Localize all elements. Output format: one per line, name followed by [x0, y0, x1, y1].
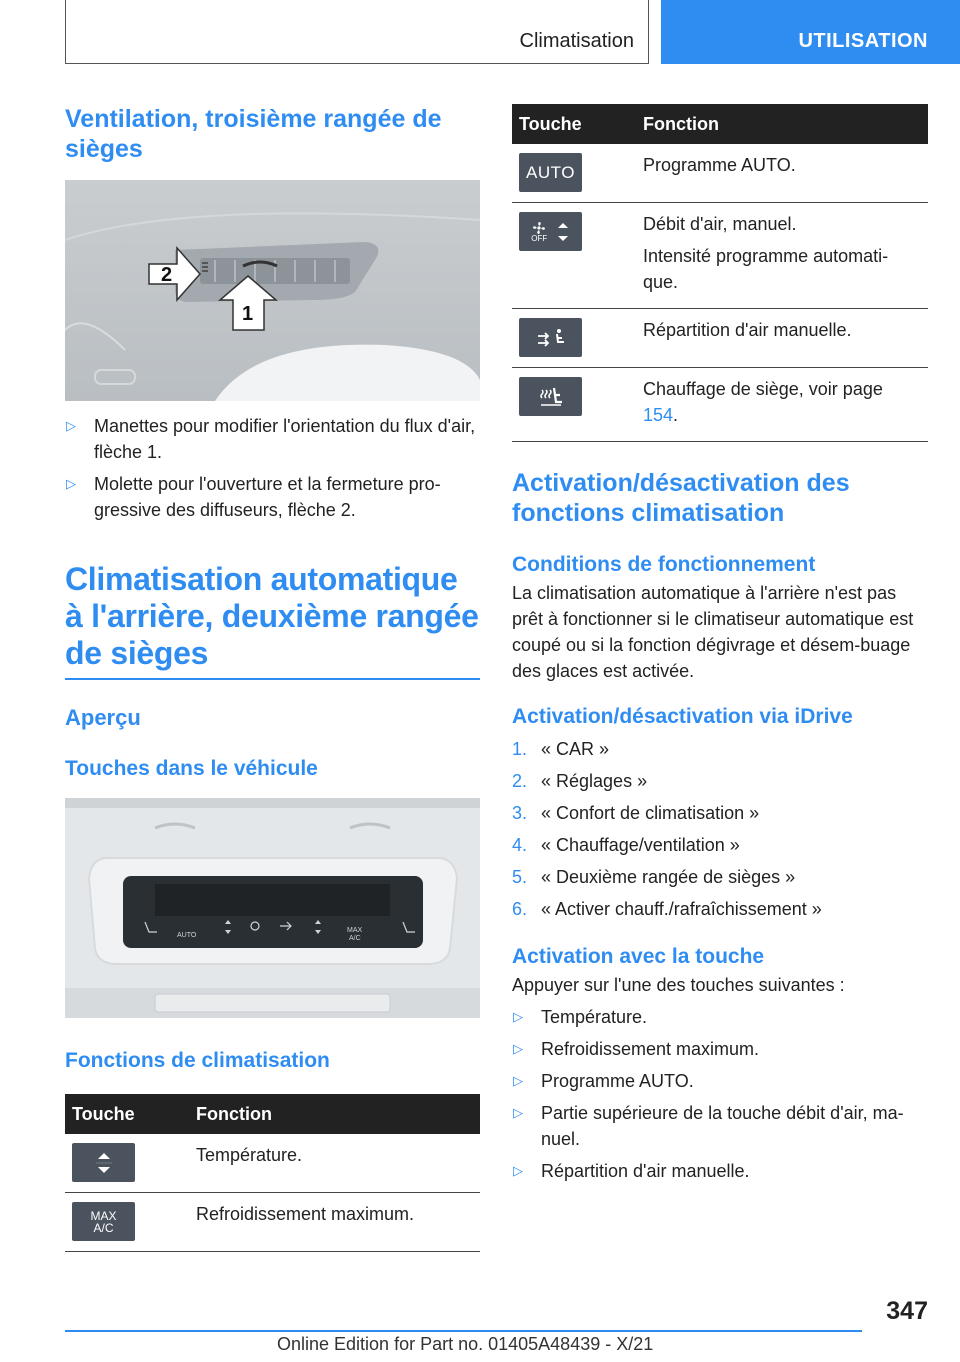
triangle-bullet-icon: ▷: [66, 418, 76, 433]
table-row: [65, 1193, 480, 1252]
ventilation-bullets: [65, 413, 480, 523]
triangle-bullet-icon: ▷: [513, 1041, 523, 1056]
seat-heating-key[interactable]: [519, 377, 582, 416]
list-item: 1. « CAR »: [512, 739, 610, 759]
functions-table-left: [65, 1094, 480, 1252]
function-text: Répartition d'air manuelle.: [636, 309, 928, 368]
max-ac-icon: MAX: [90, 1208, 117, 1223]
apercu-title: Aperçu: [65, 705, 141, 730]
list-item: ▷ Refroidissement maximum.: [512, 1036, 928, 1062]
column-header-touche: Touche: [512, 104, 636, 144]
list-item: ▷ Molette pour l'ouverture et la fermeture pro-gressive des diffuseurs, flèche 2.: [65, 471, 480, 523]
panel-auto-label: AUTO: [177, 932, 197, 939]
triangle-bullet-icon: ▷: [66, 476, 76, 491]
column-header-fonction: Fonction: [636, 104, 928, 144]
table-row: [512, 144, 928, 203]
idrive-title: Activation/désactivation via iDrive: [512, 705, 853, 728]
callout-2: 2: [161, 264, 173, 286]
function-text: Débit d'air, manuel. Intensité programme automati-que.: [636, 203, 928, 309]
activation-title: Activation/désactivation des fonctions climatisation: [512, 469, 850, 527]
header-section-title: Climatisation: [519, 30, 634, 52]
air-distribution-key[interactable]: [519, 318, 582, 357]
table-row: [512, 368, 928, 442]
right-column: [512, 104, 928, 1190]
triangle-bullet-icon: ▷: [513, 1009, 523, 1024]
control-panel-image: [65, 798, 480, 1018]
touche-text: Appuyer sur l'une des touches suivantes :: [512, 975, 845, 995]
idrive-steps: [512, 736, 928, 922]
column-header-fonction: Fonction: [189, 1094, 480, 1134]
seat-heating-icon: [538, 384, 564, 410]
header-section-box: [65, 0, 649, 64]
table-row: [512, 309, 928, 368]
left-column: [65, 104, 480, 1252]
page-number: 347: [886, 1297, 928, 1325]
list-item: ▷ Température.: [512, 1004, 928, 1030]
function-text: Programme AUTO.: [636, 144, 928, 203]
touche-title: Activation avec la touche: [512, 945, 765, 968]
panel-max-label: MAX: [347, 927, 363, 934]
column-header-touche: Touche: [65, 1094, 189, 1134]
triangle-bullet-icon: ▷: [513, 1163, 523, 1178]
callout-1: 1: [242, 303, 254, 325]
climatisation-title: Climatisation automatique à l'arrière, deuxième rangée de sièges: [65, 561, 480, 680]
table-row: [65, 1134, 480, 1193]
function-text: Refroidissement maximum.: [189, 1193, 480, 1252]
fan-off-icon: OFF: [531, 221, 547, 243]
touche-bullets: [512, 1004, 928, 1184]
triangle-bullet-icon: ▷: [513, 1105, 523, 1120]
ventilation-image: [65, 180, 480, 401]
list-item: ▷ Manettes pour modifier l'orientation du flux d'air, flèche 1.: [65, 413, 480, 465]
list-item: ▷ Programme AUTO.: [512, 1068, 928, 1094]
ventilation-title: Ventilation, troisième rangée de sièges: [65, 105, 442, 163]
fan-arrows-icon: [556, 219, 570, 245]
conditions-title: Conditions de fonctionnement: [512, 553, 816, 576]
list-item: ▷ Partie supérieure de la touche débit d'air, ma-nuel.: [512, 1100, 928, 1152]
function-text: Température.: [189, 1134, 480, 1193]
table-row: [512, 203, 928, 309]
footer-edition: Online Edition for Part no. 01405A48439 - X/21: [277, 1334, 654, 1354]
list-item: 2. « Réglages »: [512, 771, 648, 791]
header-chapter-tab[interactable]: [661, 0, 960, 64]
auto-icon: AUTO: [526, 162, 575, 182]
touches-title: Touches dans le véhicule: [65, 757, 318, 780]
air-distribution-icon: [536, 327, 566, 349]
temperature-key[interactable]: [72, 1143, 135, 1182]
functions-table-right: [512, 104, 928, 442]
conditions-text: La climatisation automatique à l'arrière n'est pas prêt à fonctionner si le climatiseur automatique est coupé ou si la fonction dégivrage et désem-buage des glaces est activée.: [512, 583, 914, 681]
max-ac-key[interactable]: MAX A/C: [72, 1202, 135, 1241]
fonctions-title: Fonctions de climatisation: [65, 1049, 330, 1072]
triangle-bullet-icon: ▷: [513, 1073, 523, 1088]
list-item: 4. « Chauffage/ventilation »: [512, 835, 740, 855]
header-chapter-label: UTILISATION: [798, 30, 928, 52]
page-link[interactable]: 154: [643, 405, 674, 425]
footer-divider: [65, 1330, 862, 1332]
list-item: 5. « Deuxième rangée de sièges »: [512, 867, 796, 887]
auto-key[interactable]: [519, 153, 582, 192]
list-item: ▷ Répartition d'air manuelle.: [512, 1158, 928, 1184]
function-text: Chauffage de siège, voir page 154.: [636, 368, 928, 442]
list-item: 6. « Activer chauff./rafraîchissement »: [512, 899, 822, 919]
list-item: 3. « Confort de climatisation »: [512, 803, 760, 823]
fan-key[interactable]: [519, 212, 582, 251]
temperature-arrows-icon: [94, 1148, 114, 1178]
panel-ac-label: A/C: [349, 935, 361, 942]
